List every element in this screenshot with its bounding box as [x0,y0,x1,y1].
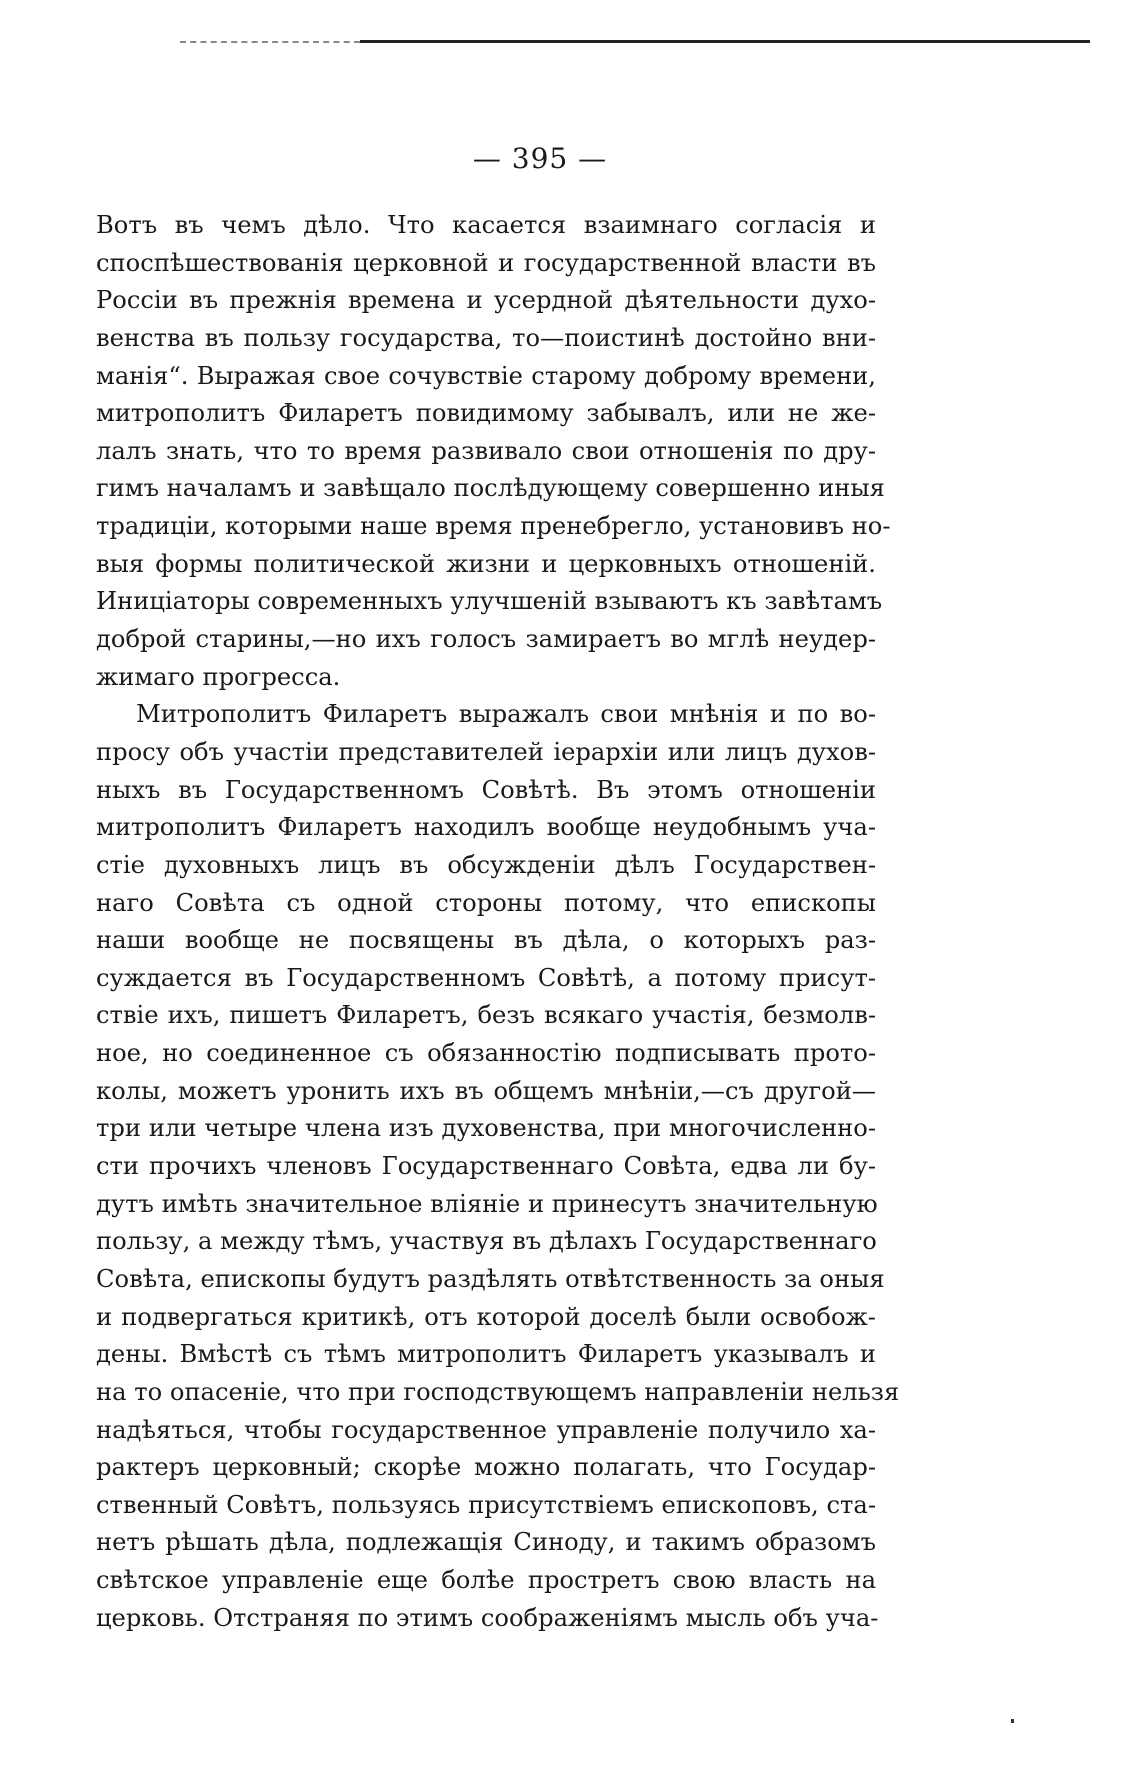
text-line: свѣтское управленіе еще болѣе простретъ свою власть на [96,1566,876,1595]
top-rule [360,40,1090,43]
text-line: суждается въ Государственномъ Совѣтѣ, а потому присут- [96,963,876,992]
scan-speck [1011,1719,1014,1723]
text-line: на то опасеніе, что при господствующемъ направленіи нельзя [96,1377,900,1406]
text-line: наши вообще не посвящены въ дѣла, о которыхъ раз- [96,926,876,955]
text-line: Совѣта, епископы будутъ раздѣлять отвѣтственность за оныя [96,1264,885,1293]
text-line: пользу, а между тѣмъ, участвуя въ дѣлахъ Государственнаго [96,1227,877,1256]
text-line: Митрополитъ Филаретъ выражалъ свои мнѣнія и по во- [136,700,876,729]
text-line: надѣяться, чтобы государственное управленіе получило ха- [96,1415,876,1444]
text-line: споспѣшествованія церковной и государственной власти въ [96,248,876,277]
text-line: ныхъ въ Государственномъ Совѣтѣ. Въ этомъ отношеніи [96,775,876,804]
text-line: лалъ знать, что то время развивало свои отношенія по дру- [96,436,876,465]
text-line: манія“. Выражая свое сочувствіе старому доброму времени, [96,361,876,390]
text-line: колы, можетъ уронить ихъ въ общемъ мнѣніи,—съ другой— [96,1076,876,1105]
top-scan-dashes [180,41,360,43]
text-line: и подвергаться критикѣ, отъ которой доселѣ были освобож- [96,1302,876,1331]
text-line: жимаго прогресса. [96,662,341,691]
text-line: Иниціаторы современныхъ улучшеній взываютъ къ завѣтамъ [96,587,883,616]
text-line: гимъ началамъ и завѣщало послѣдующему совершенно иныя [96,474,885,503]
text-line: церковь. Отстраняя по этимъ соображеніямъ мысль объ уча- [96,1603,879,1632]
text-line: три или четыре члена изъ духовенства, при многочисленно- [96,1114,876,1143]
text-line: выя формы политической жизни и церковныхъ отношеній. [96,549,876,578]
text-line: традиціи, которыми наше время пренебрегло, установивъ но- [96,512,891,541]
text-line: Вотъ въ чемъ дѣло. Что касается взаимнаго согласія и [96,211,876,239]
text-line: нетъ рѣшать дѣла, подлежащія Синоду, и такимъ образомъ [96,1528,876,1557]
text-line: ное, но соединенное съ обязанностію подписывать прото- [96,1039,876,1068]
text-line: наго Совѣта съ одной стороны потому, что епископы [96,888,876,917]
text-line: митрополитъ Филаретъ повидимому забывалъ, или не же- [96,399,876,428]
text-line: стіе духовныхъ лицъ въ обсужденіи дѣлъ Государствен- [96,850,876,879]
text-line: рактеръ церковный; скорѣе можно полагать, что Государ- [96,1453,876,1482]
text-line: сти прочихъ членовъ Государственнаго Совѣта, едва ли бу- [96,1152,876,1181]
text-line: дены. Вмѣстѣ съ тѣмъ митрополитъ Филаретъ указывалъ и [96,1340,876,1369]
text-line: просу объ участіи представителей іерархіи или лицъ духов- [96,737,876,766]
text-line: доброй старины,—но ихъ голосъ замираетъ во мглѣ неудер- [96,625,876,654]
text-line: ственный Совѣтъ, пользуясь присутствіемъ епископовъ, ста- [96,1490,876,1519]
text-line: Россіи въ прежнія времена и усердной дѣятельности духо- [96,286,876,315]
text-line: венства въ пользу государства, то—поистинѣ достойно вни- [96,323,876,352]
body-text [96,207,900,1637]
page-number: — 395 — [472,142,608,175]
text-line: ствіе ихъ, пишетъ Филаретъ, безъ всякаго участія, безмолв- [96,1001,876,1030]
text-line: дутъ имѣть значительное вліяніе и принесутъ значительную [96,1189,878,1218]
text-line: митрополитъ Филаретъ находилъ вообще неудобнымъ уча- [96,813,876,842]
